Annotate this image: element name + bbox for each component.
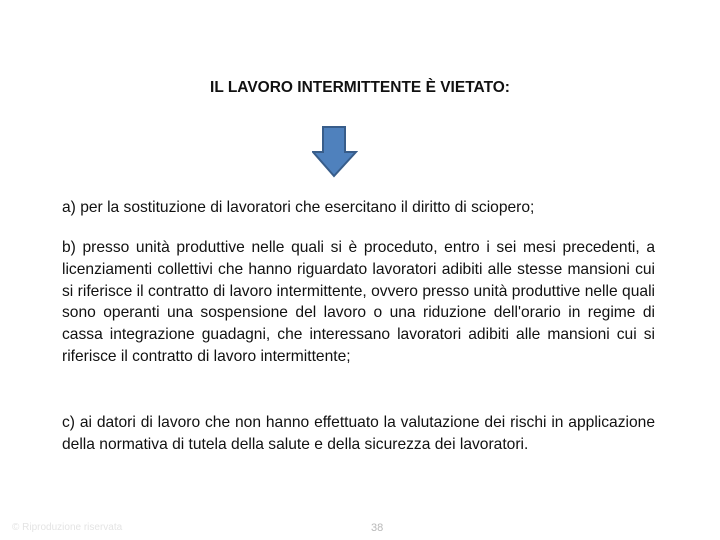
page-number: 38	[371, 522, 384, 534]
arrow-down-icon	[312, 126, 358, 183]
list-item-a: a) per la sostituzione di lavoratori che esercitano il diritto di sciopero;	[62, 199, 535, 216]
list-item-b: b) presso unità produttive nelle quali si è proceduto, entro i sei mesi precedenti, a licenziamenti collettivi che hanno riguardato lavoratori adibiti alle stesse mansioni cui si riferisce il contratto di lavoro intermittente, ovvero presso unità produttive nelle quali sono operanti una sospensione del lavoro o una riduzione dell'orario in regime di cassa integrazione guadagni, che interessano lavoratori adibiti alle mansioni cui si riferisce il contratto di lavoro intermittente;	[62, 239, 655, 365]
slide-title: IL LAVORO INTERMITTENTE È VIETATO:	[210, 79, 510, 96]
list-item-c: c) ai datori di lavoro che non hanno effettuato la valutazione dei rischi in applicazione della normativa di tutela della salute e della sicurezza dei lavoratori.	[62, 414, 655, 453]
copyright-footer: © Riproduzione riservata	[12, 522, 123, 533]
